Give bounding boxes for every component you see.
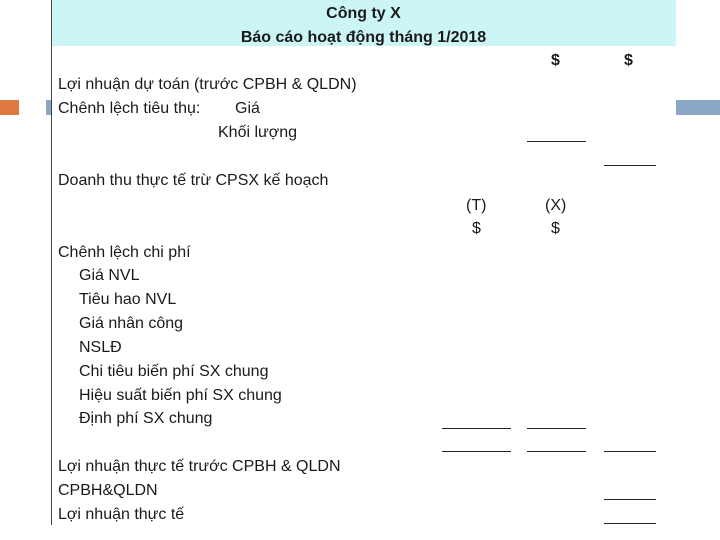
- row-labor-rate: Giá nhân công: [79, 315, 184, 332]
- underline-col1-volume: [527, 141, 586, 142]
- subcol-x-label: (X): [545, 197, 567, 214]
- rule-t-top: [442, 428, 511, 429]
- row-cost-variance: Chênh lệch chi phí: [58, 244, 191, 261]
- subcol-t-currency: $: [472, 220, 481, 237]
- row-actual-revenue: Doanh thu thực tế trừ CPSX kế hoạch: [58, 172, 329, 189]
- row-selling-admin: CPBH&QLDN: [58, 482, 158, 499]
- row-sales-variance: Chênh lệch tiêu thụ:: [58, 100, 201, 117]
- rule-x-bottom: [527, 451, 586, 452]
- sheet-left-border: [51, 0, 52, 525]
- row-material-usage: Tiêu hao NVL: [79, 291, 177, 308]
- row-actual-profit: Lợi nhuận thực tế: [58, 506, 185, 523]
- col1-currency: $: [551, 52, 560, 69]
- rule-col2-actual-profit: [604, 523, 656, 524]
- row-actual-profit-before: Lợi nhuận thực tế trước CPBH & QLDN: [58, 458, 341, 475]
- row-sales-volume: Khối lượng: [218, 124, 298, 141]
- underline-col2-revenue: [604, 165, 656, 166]
- rule-t-bottom: [442, 451, 511, 452]
- report-title: Báo cáo hoạt động tháng 1/2018: [240, 29, 487, 46]
- subcol-t-label: (T): [466, 197, 487, 214]
- row-budget-profit: Lợi nhuận dự toán (trước CPBH & QLDN): [58, 76, 357, 93]
- row-material-price: Giá NVL: [79, 267, 140, 284]
- rule-x-top: [527, 428, 586, 429]
- row-fixed-overhead: Định phí SX chung: [79, 410, 213, 427]
- decor-bar-orange: [0, 100, 19, 115]
- row-sales-price: Giá: [235, 100, 260, 117]
- rule-col2-selling-admin: [604, 499, 656, 500]
- decor-gap: [19, 100, 46, 115]
- row-var-overhead-spending: Chi tiêu biến phí SX chung: [79, 363, 269, 380]
- decor-bar-blue-right: [676, 100, 720, 115]
- col2-currency: $: [624, 52, 633, 69]
- row-var-overhead-efficiency: Hiệu suất biến phí SX chung: [79, 387, 282, 404]
- subcol-x-currency: $: [551, 220, 560, 237]
- rule-col2-total: [604, 451, 656, 452]
- row-labor-efficiency: NSLĐ: [79, 339, 122, 356]
- company-name: Công ty X: [326, 5, 401, 22]
